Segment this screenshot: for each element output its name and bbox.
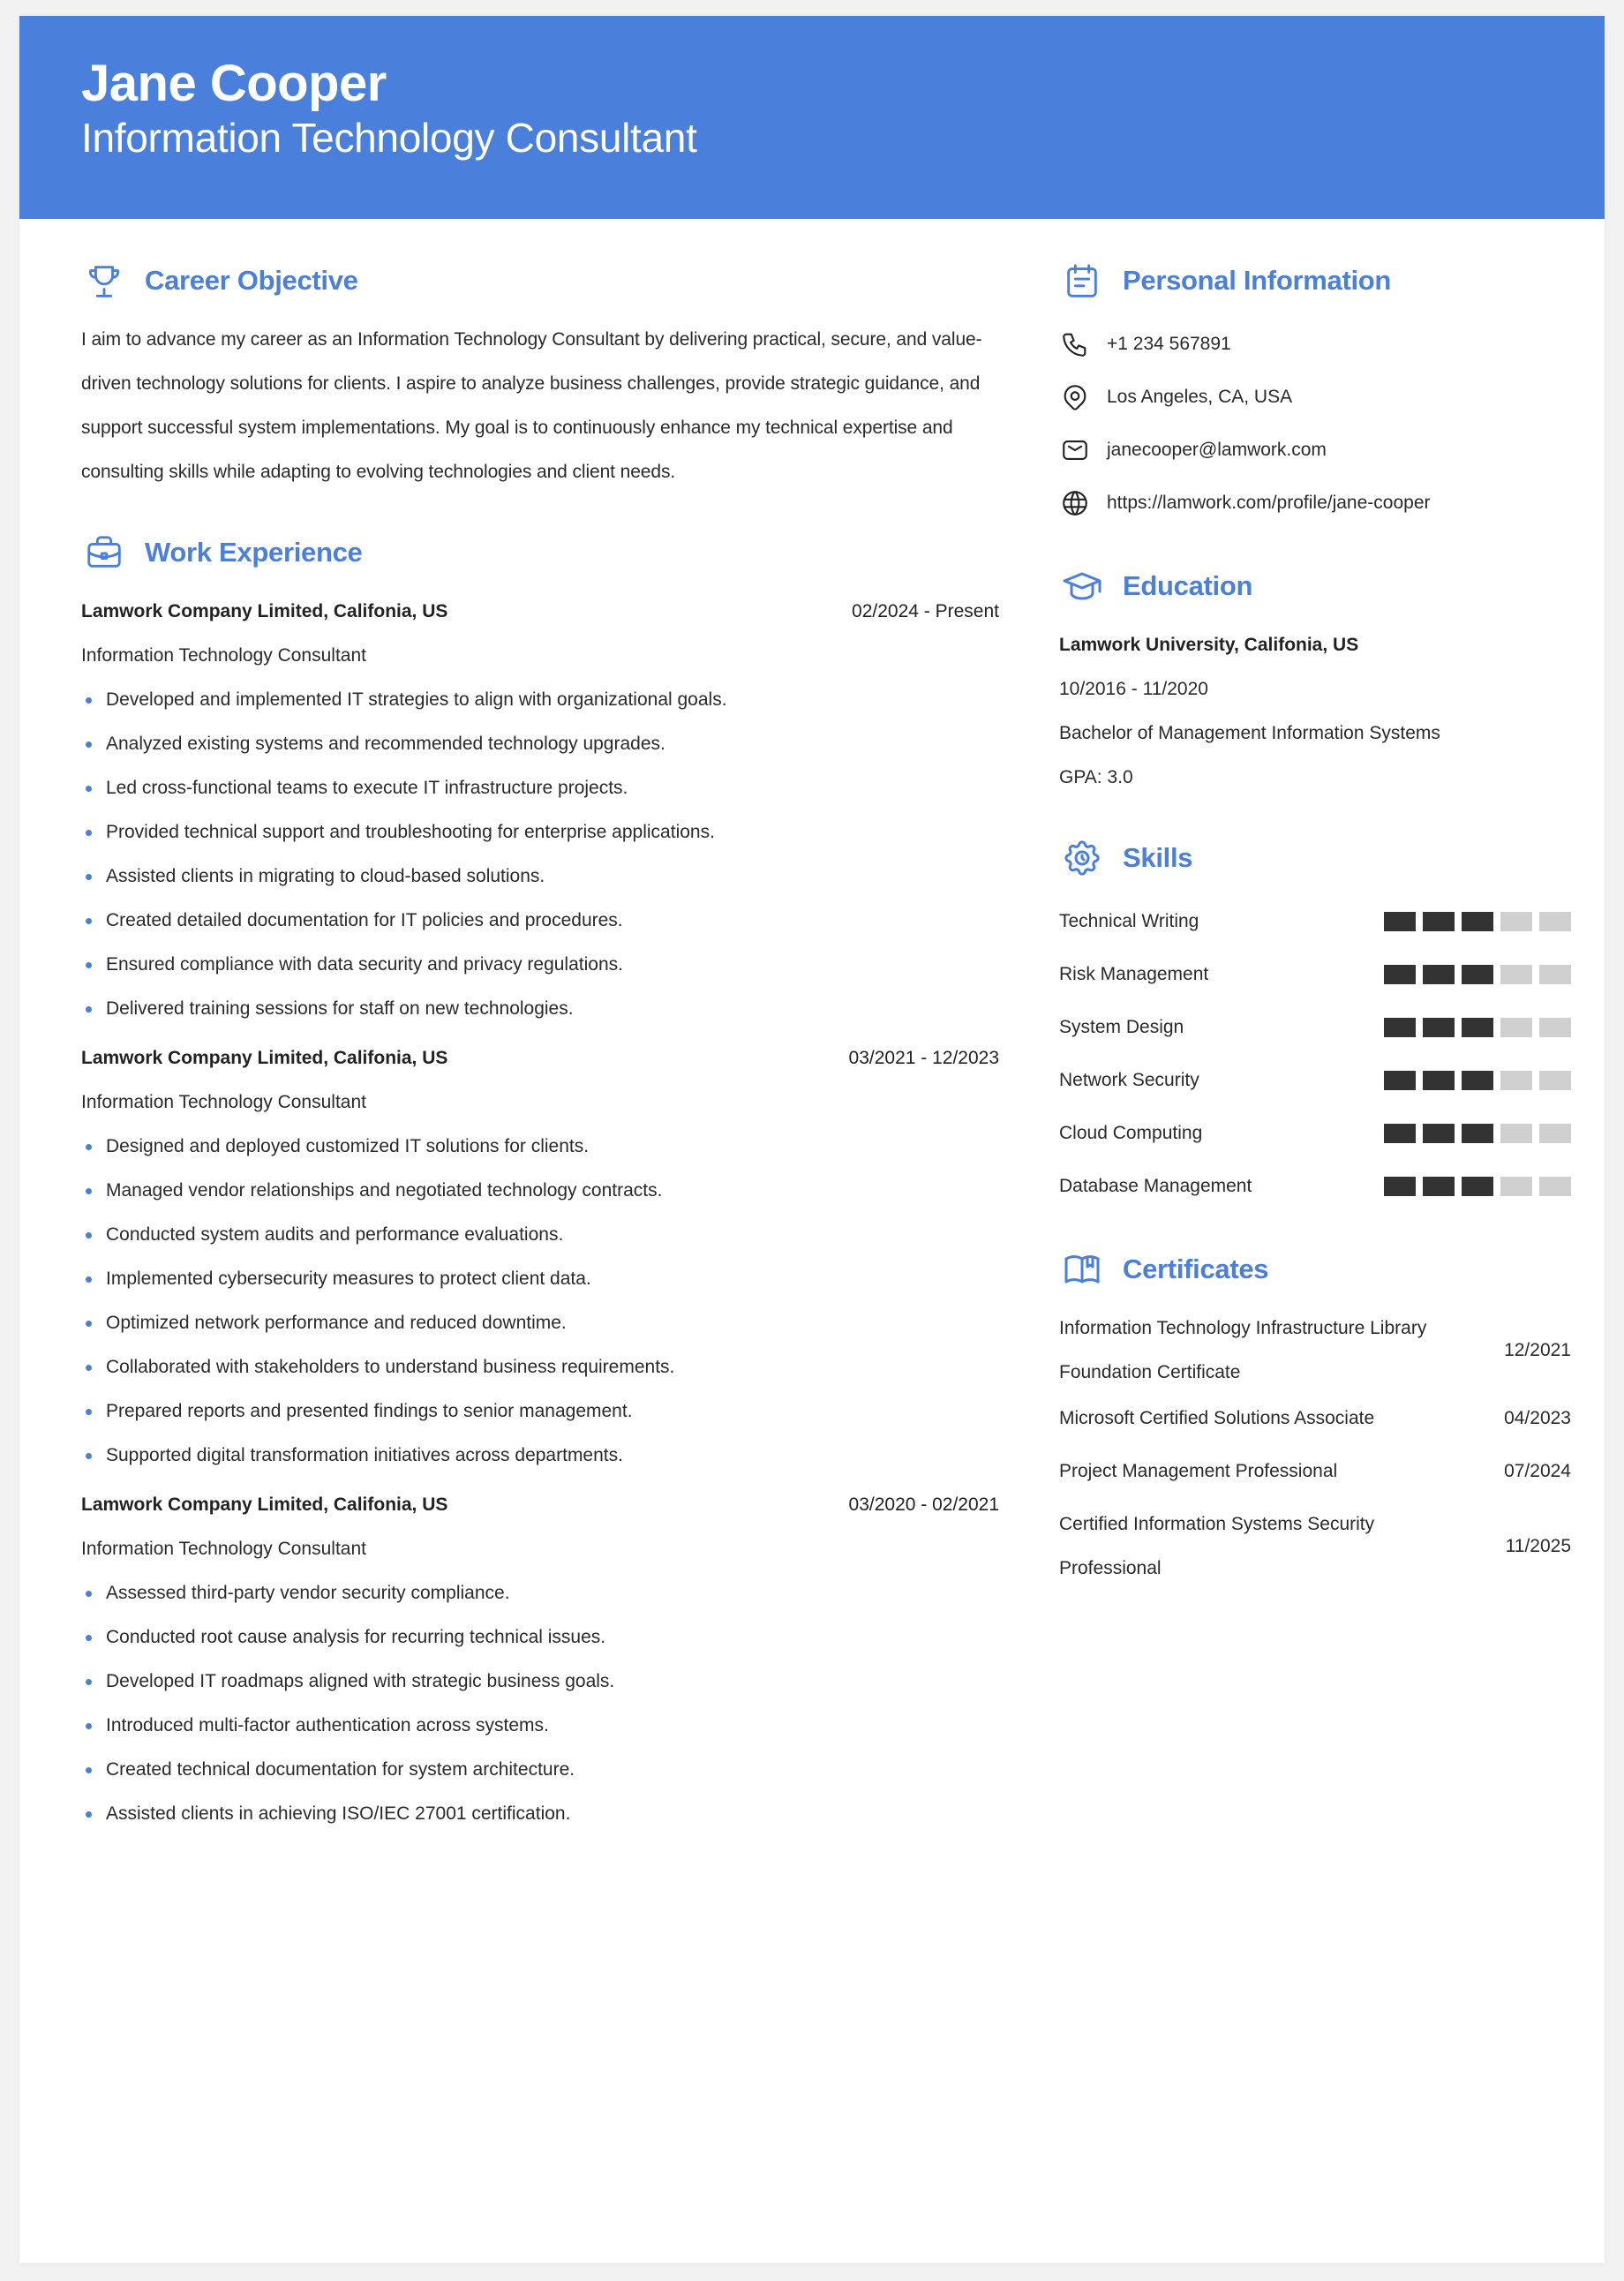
job-bullet: Collaborated with stakeholders to understand business requirements. [81, 1345, 999, 1389]
certificate-date: 11/2025 [1505, 1536, 1571, 1556]
skill-name: Risk Management [1059, 964, 1209, 984]
certificate-name: Project Management Professional [1059, 1461, 1338, 1481]
job-company: Lamwork Company Limited, Califonia, US [81, 1048, 448, 1068]
certificate-name: Microsoft Certified Solutions Associate [1059, 1408, 1375, 1428]
personal-info-header [1059, 254, 1571, 307]
job-bullet: Conducted system audits and performance evaluations. [81, 1213, 999, 1257]
right-column [1059, 254, 1571, 1592]
job-bullet: Provided technical support and troubleshooting for enterprise applications. [81, 810, 999, 854]
skill-level-segment [1423, 965, 1455, 984]
work-experience-section [81, 526, 999, 1836]
skill-row [1059, 1054, 1571, 1107]
personal-info-section [1059, 254, 1571, 530]
job-bullets [81, 678, 999, 1031]
certificate-row [1059, 1502, 1571, 1591]
job-header [81, 590, 999, 634]
skill-level-segment [1539, 1124, 1571, 1143]
gear-icon [1059, 835, 1105, 881]
job-bullet: Developed IT roadmaps aligned with strategic business goals. [81, 1660, 999, 1704]
job-bullet: Ensured compliance with data security and privacy regulations. [81, 943, 999, 987]
skill-level-bars [1384, 965, 1571, 984]
skill-level-bars [1384, 1124, 1571, 1143]
location-row [1059, 371, 1571, 424]
education-dates: 10/2016 - 11/2020 [1059, 679, 1208, 699]
certificates-list [1059, 1306, 1571, 1591]
job-bullet: Designed and deployed customized IT solutions for clients. [81, 1125, 999, 1169]
skill-level-segment [1384, 1018, 1416, 1037]
skill-level-segment [1500, 1124, 1532, 1143]
left-column [81, 254, 999, 1841]
skill-level-segment [1500, 912, 1532, 931]
career-objective-title: Career Objective [145, 265, 358, 296]
skill-level-bars [1384, 1177, 1571, 1196]
certificate-row [1059, 1449, 1571, 1494]
skill-level-segment [1462, 1071, 1493, 1090]
skill-name: Network Security [1059, 1070, 1199, 1090]
phone-row [1059, 318, 1571, 371]
book-icon [1059, 1246, 1105, 1292]
skill-level-segment [1423, 1124, 1455, 1143]
job-entry [81, 590, 999, 1031]
job-bullet: Delivered training sessions for staff on new technologies. [81, 987, 999, 1031]
skill-level-segment [1384, 965, 1416, 984]
job-bullet: Prepared reports and presented findings to senior management. [81, 1389, 999, 1434]
job-bullets [81, 1571, 999, 1836]
candidate-role: Information Technology Consultant [81, 115, 697, 161]
skill-name: Technical Writing [1059, 911, 1199, 931]
job-date: 03/2020 - 02/2021 [848, 1494, 999, 1515]
skill-level-segment [1384, 1071, 1416, 1090]
location-text: Los Angeles, CA, USA [1107, 387, 1293, 407]
education-header [1059, 560, 1571, 613]
skill-level-segment [1539, 912, 1571, 931]
skill-level-segment [1462, 1018, 1493, 1037]
skill-level-segment [1462, 1124, 1493, 1143]
job-bullet: Supported digital transformation initiatives across departments. [81, 1434, 999, 1478]
jobs-list [81, 590, 999, 1836]
phone-icon [1059, 328, 1091, 360]
skill-level-segment [1539, 1071, 1571, 1090]
skill-level-bars [1384, 912, 1571, 931]
skill-level-segment [1462, 912, 1493, 931]
skill-level-segment [1462, 1177, 1493, 1196]
job-bullet: Analyzed existing systems and recommended technology upgrades. [81, 722, 999, 766]
skill-level-segment [1539, 1177, 1571, 1196]
certificate-date: 07/2024 [1504, 1461, 1571, 1481]
education-school: Lamwork University, Califonia, US [1059, 635, 1359, 655]
job-bullet: Assisted clients in migrating to cloud-based solutions. [81, 854, 999, 899]
job-company: Lamwork Company Limited, Califonia, US [81, 1494, 448, 1515]
skill-level-segment [1423, 1177, 1455, 1196]
certificates-title: Certificates [1123, 1253, 1269, 1284]
career-objective-section [81, 254, 999, 494]
skill-level-segment [1462, 965, 1493, 984]
email-row [1059, 424, 1571, 477]
career-objective-text: I aim to advance my career as an Information Technology Consultant by delivering practical, secure, and value-driven technology solutions for clients. I aspire to analyze business challenges, provide strategic guidance, and support successful system implementations. My goal is to continuously enhance my technical expertise and consulting skills while adapting to evolving technologies and client needs. [81, 329, 982, 482]
skill-name: Database Management [1059, 1176, 1252, 1196]
skill-row [1059, 1107, 1571, 1160]
skills-section [1059, 832, 1571, 1213]
job-header [81, 1483, 999, 1527]
skill-level-bars [1384, 1018, 1571, 1037]
work-experience-title: Work Experience [145, 537, 363, 568]
briefcase-icon [81, 530, 127, 576]
education-gpa: GPA: 3.0 [1059, 767, 1133, 787]
certificate-row [1059, 1306, 1571, 1395]
trophy-icon [81, 258, 127, 304]
resume-page [19, 16, 1605, 2263]
certificate-date: 04/2023 [1504, 1408, 1571, 1428]
email-link[interactable]: janecooper@lamwork.com [1107, 440, 1327, 460]
job-bullets [81, 1125, 999, 1478]
calendar-icon [1059, 258, 1105, 304]
skill-row [1059, 895, 1571, 948]
skill-level-segment [1423, 912, 1455, 931]
skill-level-segment [1423, 1018, 1455, 1037]
skills-title: Skills [1123, 842, 1193, 873]
globe-icon [1059, 487, 1091, 519]
skill-level-bars [1384, 1071, 1571, 1090]
skill-level-segment [1500, 1071, 1532, 1090]
job-bullet: Optimized network performance and reduced downtime. [81, 1301, 999, 1345]
job-bullet: Created technical documentation for system architecture. [81, 1748, 999, 1792]
website-row [1059, 477, 1571, 530]
job-bullet: Assessed third-party vendor security compliance. [81, 1571, 999, 1615]
certificate-name: Certified Information Systems Security Professional [1059, 1514, 1375, 1578]
certificates-section [1059, 1243, 1571, 1591]
job-header [81, 1036, 999, 1080]
job-company: Lamwork Company Limited, Califonia, US [81, 601, 448, 621]
job-date: 02/2024 - Present [852, 601, 999, 621]
job-date: 03/2021 - 12/2023 [848, 1048, 999, 1068]
job-bullet: Implemented cybersecurity measures to protect client data. [81, 1257, 999, 1301]
graduation-cap-icon [1059, 563, 1105, 609]
map-pin-icon [1059, 381, 1091, 413]
skill-level-segment [1539, 1018, 1571, 1037]
job-position: Information Technology Consultant [81, 1539, 366, 1559]
skill-level-segment [1384, 1177, 1416, 1196]
skill-level-segment [1384, 912, 1416, 931]
education-degree: Bachelor of Management Information Systems [1059, 723, 1440, 743]
skills-header [1059, 832, 1571, 885]
job-bullet: Led cross-functional teams to execute IT infrastructure projects. [81, 766, 999, 810]
phone-text: +1 234 567891 [1107, 334, 1231, 354]
skill-level-segment [1500, 1177, 1532, 1196]
job-position: Information Technology Consultant [81, 1092, 366, 1112]
personal-info-title: Personal Information [1123, 265, 1392, 296]
job-bullet: Introduced multi-factor authentication across systems. [81, 1704, 999, 1748]
skill-level-segment [1500, 1018, 1532, 1037]
job-entry [81, 1483, 999, 1836]
skill-level-segment [1384, 1124, 1416, 1143]
skill-name: System Design [1059, 1017, 1184, 1037]
job-bullet: Conducted root cause analysis for recurring technical issues. [81, 1615, 999, 1660]
job-bullet: Managed vendor relationships and negotiated technology contracts. [81, 1169, 999, 1213]
skill-row [1059, 1160, 1571, 1213]
job-position: Information Technology Consultant [81, 645, 366, 666]
work-experience-header [81, 526, 999, 579]
job-bullet: Assisted clients in achieving ISO/IEC 27001 certification. [81, 1792, 999, 1836]
mail-icon [1059, 434, 1091, 466]
skills-list [1059, 895, 1571, 1213]
candidate-name: Jane Cooper [81, 55, 387, 112]
education-section [1059, 560, 1571, 800]
certificate-row [1059, 1396, 1571, 1441]
certificate-date: 12/2021 [1504, 1340, 1571, 1360]
job-entry [81, 1036, 999, 1478]
job-bullet: Created detailed documentation for IT policies and procedures. [81, 899, 999, 943]
certificates-header [1059, 1243, 1571, 1296]
career-objective-header [81, 254, 999, 307]
skill-level-segment [1500, 965, 1532, 984]
education-title: Education [1123, 570, 1253, 601]
skill-level-segment [1539, 965, 1571, 984]
skill-name: Cloud Computing [1059, 1123, 1203, 1143]
job-bullet: Developed and implemented IT strategies to align with organizational goals. [81, 678, 999, 722]
website-link[interactable]: https://lamwork.com/profile/jane-cooper [1107, 493, 1431, 513]
resume-header [19, 16, 1605, 219]
skill-level-segment [1423, 1071, 1455, 1090]
skill-row [1059, 948, 1571, 1001]
skill-row [1059, 1001, 1571, 1054]
certificate-name: Information Technology Infrastructure Library Foundation Certificate [1059, 1318, 1427, 1382]
